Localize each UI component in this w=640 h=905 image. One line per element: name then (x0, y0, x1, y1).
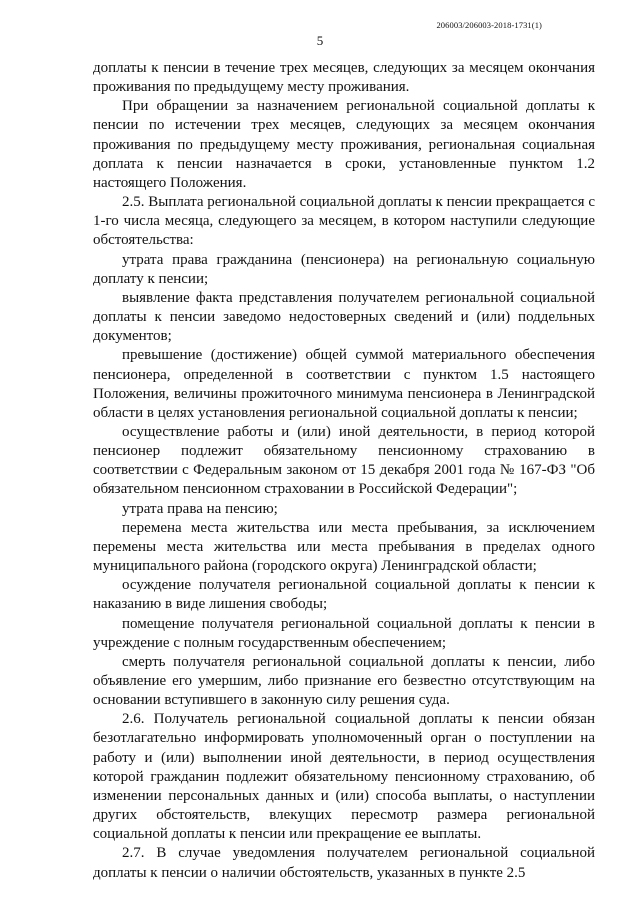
paragraph: 2.5. Выплата региональной социальной доплаты к пенсии прекращается с 1-го числа месяца, следующего за месяцем, в котором наступили следующие обстоятельства: (93, 194, 595, 249)
paragraph: утрата права на пенсию; (122, 500, 278, 517)
paragraph: осуществление работы и (или) иной деятельности, в период которой пенсионер подлежит обязательному пенсионному страхованию в соответствии с Федеральным законом от 15 декабря 2001 года № 167-ФЗ "Об обязательном пенсионном страховании в Российской Федерации"; (93, 423, 595, 498)
document-number: 206003/206003-2018-1731(1) (436, 20, 542, 30)
paragraph: утрата права гражданина (пенсионера) на региональную социальную доплату к пенсии; (93, 251, 595, 287)
paragraph: При обращении за назначением региональной социальной доплаты к пенсии по истечении трех месяцев, следующих за месяцем окончания проживания по предыдущему месту проживания, региональная социальная доплата к пенсии назначается в сроки, установленные пунктом 1.2 настоящего Положения. (93, 98, 595, 191)
paragraph: превышение (достижение) общей суммой материального обеспечения пенсионера, определенной в соответствии с пунктом 1.5 настоящего Положения, величины прожиточного минимума пенсионера в Ленинградской области в целях установления региональной социальной доплаты к пенсии; (93, 347, 595, 421)
paragraph: 2.6. Получатель региональной социальной доплаты к пенсии обязан безотлагательно информировать уполномоченный орган о поступлении на работу и (или) выполнении иной деятельности, в период осуществления которой гражданин подлежит обязательному пенсионному страхованию, об изменении персональных данных и (или) способа выплаты, о наступлении других обстоятельств, влекущих пересмотр размера региональной социальной доплаты к пенсии или прекращение ее выплаты. (93, 711, 595, 843)
paragraph: доплаты к пенсии в течение трех месяцев, следующих за месяцем окончания проживания по предыдущему месту проживания. (93, 60, 595, 96)
paragraph: перемена места жительства или места пребывания, за исключением перемены места жительства или места пребывания в пределах одного муниципального района (городского округа) Ленинградской области; (93, 519, 595, 575)
paragraph: выявление факта представления получателем региональной социальной доплаты к пенсии заведомо недостоверных сведений и (или) поддельных документов; (93, 289, 595, 345)
paragraph: 2.7. В случае уведомления получателем региональной социальной доплаты к пенсии о наличии обстоятельств, указанных в пункте 2.5 (93, 845, 595, 881)
document-body (93, 59, 595, 883)
paragraph: помещение получателя региональной социальной доплаты к пенсии в учреждение с полным государственным обеспечением; (93, 615, 595, 651)
page-number: 5 (316, 33, 324, 48)
paragraph: осуждение получателя региональной социальной доплаты к пенсии к наказанию в виде лишения свободы; (93, 577, 595, 613)
paragraph: смерть получателя региональной социальной доплаты к пенсии, либо объявление его умершим, либо признание его безвестно отсутствующим на основании вступившего в законную силу решения суда. (93, 653, 595, 709)
